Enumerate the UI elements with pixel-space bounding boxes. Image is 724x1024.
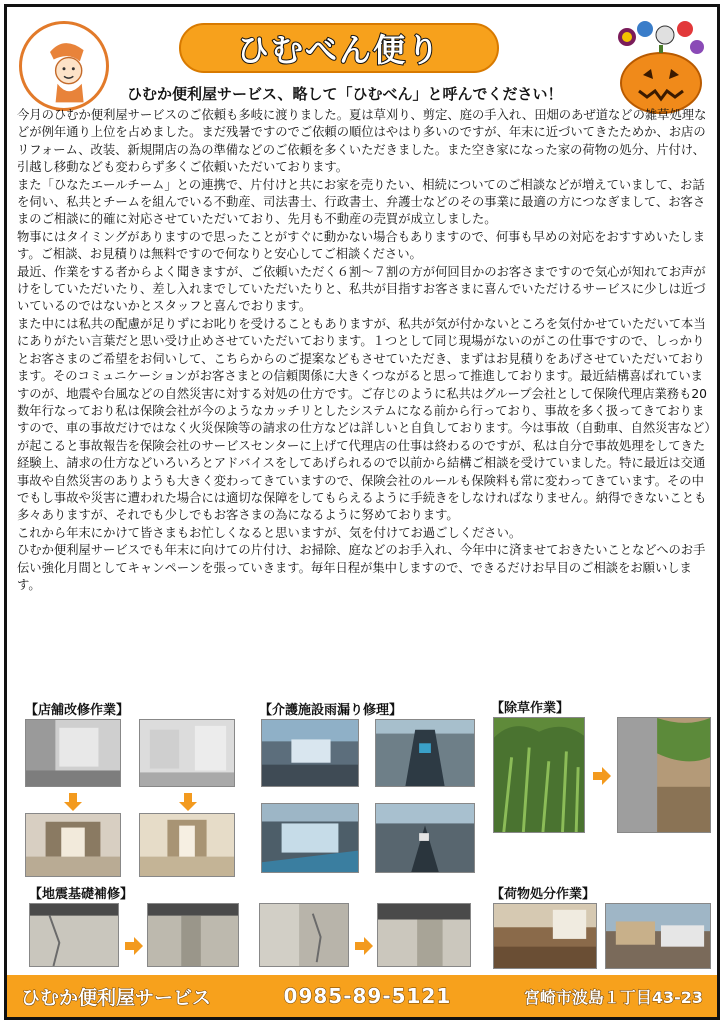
arrow-down-icon xyxy=(177,791,199,813)
foundation-before-photo-2 xyxy=(259,903,349,967)
body-paragraph: また「ひなたエールチーム」との連携で、片付けと共にお家を売りたい、相続についてのご相談などが増えていまして、お話を伺い、私共とチームを組んでいる不動産、司法書士、行政書士、弁護士などのその事業に最適の方につなぎまして、お客さまのご相談に的確に対応させていただいており、先月も不動産の売買が成立しました。 xyxy=(17,177,706,227)
section-label-weeding: 【除草作業】 xyxy=(491,697,569,716)
section-label-leak: 【介護施設雨漏り修理】 xyxy=(259,699,402,718)
leak-photo-3 xyxy=(261,803,359,873)
section-label-store: 【店舗改修作業】 xyxy=(25,699,129,718)
foundation-after-photo-1 xyxy=(147,903,239,967)
arrow-right-icon xyxy=(353,935,375,957)
arrow-down-icon xyxy=(62,791,84,813)
leak-photo-1 xyxy=(261,719,359,787)
body-paragraph: これから年末にかけて皆さまもお忙しくなると思いますが、気を付けてお過ごしください。 xyxy=(17,525,522,540)
body-paragraph: 物事にはタイミングがありますので思ったことがすぐに動かない場合もありますので、何事も早めの対応をおすすめいたします。ご相談、お見積りは無料ですので何なりと安心してご相談ください。 xyxy=(17,229,706,262)
leak-photo-2 xyxy=(375,719,475,787)
section-label-disposal: 【荷物処分作業】 xyxy=(491,883,595,902)
arrow-right-icon xyxy=(123,935,145,957)
body-paragraph: 最近、作業をする者からよく聞きますが、ご依頼いただく６割～７割の方が何回目かのお客さまですので気心が知れてお声がけをしていただいたり、差し入れまでしていただいたりと、私共が目指すお客さまに喜んでいただけるサービスに少しは近づいているのではないかとスタッフと喜んでおります。 xyxy=(17,264,706,314)
body-paragraph: 今月のひむか便利屋サービスのご依頼も多岐に渡りました。夏は草刈り、剪定、庭の手入れ、田畑のあぜ道などの雑草処理などが例年通り上位を占めました。まだ残暑ですのでご依頼の順位はやはり多いのですが、年末に近づいてきたためか、お店のリフォーム、改装、新規開店の為の準備などのご依頼を多くいただきました。また空き家になった家の荷物の処分、片付け、引越し移動なども変わらず多くご依頼いただいております。 xyxy=(17,108,707,175)
weeding-after-photo xyxy=(617,717,711,833)
newsletter-body xyxy=(17,107,711,594)
footer-company-name: ひむか便利屋サービス xyxy=(21,986,212,1009)
newsletter-title-banner xyxy=(179,23,499,73)
store-before-photo-1 xyxy=(25,719,121,787)
disposal-photo-1 xyxy=(493,903,597,969)
store-after-photo-2 xyxy=(139,813,235,877)
arrow-right-icon xyxy=(591,765,613,787)
newsletter-title: ひむべん便り xyxy=(236,31,441,69)
jack-o-lantern-icon xyxy=(609,17,709,117)
newsletter-subtitle: ひむか便利屋サービス、略して「ひむべん」と呼んでください！ xyxy=(127,85,563,103)
newsletter-page xyxy=(4,4,720,1020)
footer-address: 宮崎市波島１丁目43-23 xyxy=(523,987,703,1007)
section-label-foundation: 【地震基礎補修】 xyxy=(29,883,133,902)
weeding-before-photo xyxy=(493,717,585,833)
company-logo xyxy=(19,21,109,111)
leak-photo-4 xyxy=(375,803,475,873)
disposal-photo-2 xyxy=(605,903,711,969)
store-before-photo-2 xyxy=(139,719,235,787)
body-paragraph: また中には私共の配慮が足りずにお叱りを受けることもありますが、私共が気が付かないところを気付かせていただいて本当にありがたい言葉だと思い受け止めさせていただいております。１つとして同じ現場がないのがこの仕事ですので、しっかりとお客さまのご希望をお伺いして、こちらからのご提案などもさせていただき、まずはお見積りをあげさせていただいております。そのコミュニケーションがお客さまとの信頼関係に大きくつながると思って推進しております。最近結構喜ばれていますのが、地震や台風などの自然災害に対する対処の仕方です。ご存じのように私共はグループ会社として保険代理店業務も20数年行なっており私は保険会社が今のようなカッチリとしたシステムになる前から行っており、事故を多く扱ってきておりますので、車の事故だけではなく火災保険等の請求の仕方などは詳しいと自負しております。今は事故（自動車、自然災害など）が起こると事故報告を保険会社のサービスセンターに上げて代理店の仕事は終わるのですが、私は自分で事故処理をしてきた経験上、請求の仕方などいろいろとアドバイスをしてあげられるので以前から結構ご相談を受けていました。特に最近は交通事故や自然災害のありようも大きく変わってきていますので、保険会社のルールも保険料も常に変わってきています。その中でもし事故や災害に遭われた場合には適切な保障をしてもらえるように手続きをしなければなりません。納得できないことも多々ありますが、それでも少しでもお客さまの為になるように努めております。 xyxy=(17,316,711,523)
store-after-photo-1 xyxy=(25,813,121,877)
foundation-before-photo-1 xyxy=(29,903,119,967)
footer-phone[interactable]: 0985-89-5121 xyxy=(283,984,452,1008)
foundation-after-photo-2 xyxy=(377,903,471,967)
body-paragraph: ひむか便利屋サービスでも年末に向けての片付け、お掃除、庭などのお手入れ、今年中に済ませておきたいことなどへのお手伝い強化月間としてキャンペーンを張っていきます。毎年日程が集中しますので、できるだけお早目のご相談をお願いします。 xyxy=(17,543,706,592)
footer-bar xyxy=(7,975,717,1017)
